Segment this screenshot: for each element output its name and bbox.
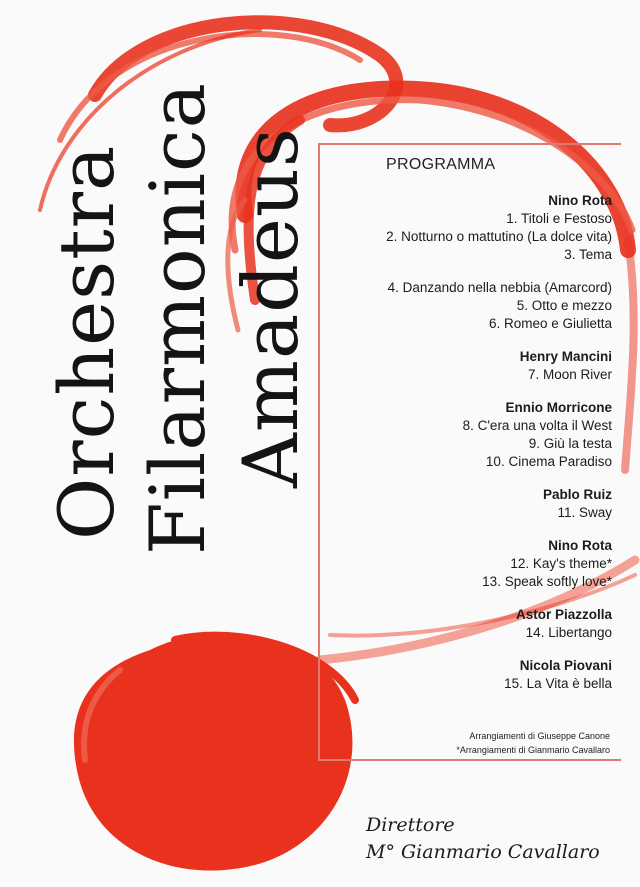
piece-title: 3. Tema [564, 247, 612, 262]
arrangement-credits [456, 729, 610, 757]
piece-title: 15. La Vita è bella [504, 676, 612, 691]
program-group [312, 657, 612, 693]
piece-title: 5. Otto e mezzo [516, 298, 612, 313]
credit-line: Arrangiamenti di Giuseppe Canone [469, 731, 610, 741]
piece-title: 2. Notturno o mattutino (La dolce vita) [386, 229, 612, 244]
program-group [312, 279, 612, 333]
piece-title: 13. Speak softly love* [482, 574, 612, 589]
piece-title: 10. Cinema Paradiso [485, 454, 612, 469]
composer-name: Nicola Piovani [519, 658, 612, 673]
director-block [366, 812, 600, 866]
piece-title: 11. Sway [557, 505, 612, 520]
piece-title: 7. Moon River [527, 367, 612, 382]
composer-name: Pablo Ruiz [542, 487, 612, 502]
program-group [312, 606, 612, 642]
program-list [312, 192, 612, 708]
piece-title: 9. Giù la testa [528, 436, 612, 451]
composer-name: Henry Mancini [519, 349, 612, 364]
composer-name: Nino Rota [548, 193, 612, 208]
program-group [312, 192, 612, 264]
piece-title: 14. Libertango [525, 625, 612, 640]
credit-line: *Arrangiamenti di Gianmario Cavallaro [456, 745, 610, 755]
title-line-orchestra: Orchestra [42, 144, 131, 540]
title-line-amadeus: Amadeus [226, 127, 315, 488]
program-heading: PROGRAMMA [386, 156, 496, 173]
program-group [312, 399, 612, 471]
composer-name: Nino Rota [548, 538, 612, 553]
composer-name: Ennio Morricone [505, 400, 612, 415]
piece-title: 4. Danzando nella nebbia (Amarcord) [387, 280, 612, 295]
piece-title: 12. Kay's theme* [510, 556, 612, 571]
program-group [312, 348, 612, 384]
director-label: Direttore [366, 814, 455, 836]
piece-title: 1. Titoli e Festoso [506, 211, 612, 226]
composer-name: Astor Piazzolla [515, 607, 612, 622]
piece-title: 8. C'era una volta il West [462, 418, 612, 433]
director-name: M° Gianmario Cavallaro [366, 841, 600, 863]
title-line-filarmonica: Filarmonica [133, 82, 222, 555]
program-group [312, 486, 612, 522]
program-group [312, 537, 612, 591]
piece-title: 6. Romeo e Giulietta [488, 316, 612, 331]
